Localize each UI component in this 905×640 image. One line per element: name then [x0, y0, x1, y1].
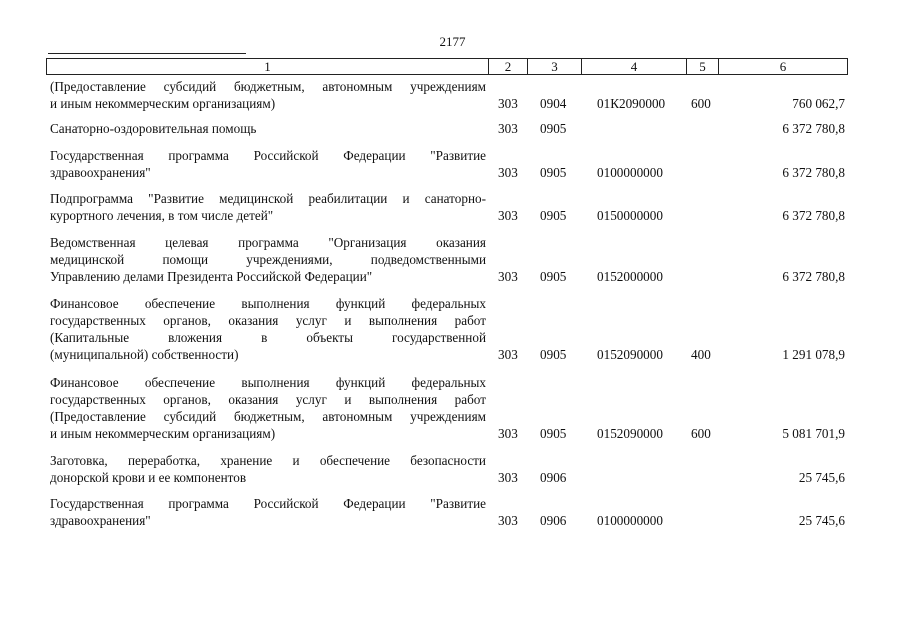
- cell-c6: 1 291 078,9: [782, 347, 845, 362]
- row-name-line: Подпрограмма "Развитие медицинской реабилитации и санаторно-: [50, 191, 486, 206]
- cell-c5: 600: [691, 426, 711, 441]
- row-name: [50, 190, 486, 224]
- cell-c6: 6 372 780,8: [782, 269, 845, 284]
- header-col-1: 1: [46, 58, 489, 75]
- cell-c2: 303: [498, 426, 518, 441]
- cell-c4: 0152000000: [597, 269, 663, 284]
- cell-c2: 303: [498, 269, 518, 284]
- row-name-line: (Предоставление субсидий бюджетным, автономным учреждениям: [50, 409, 486, 424]
- cell-c6: 6 372 780,8: [782, 208, 845, 223]
- cell-c4: 0152090000: [597, 347, 663, 362]
- row-name-line: Государственная программа Российской Федерации "Развитие: [50, 148, 486, 163]
- row-name: [50, 452, 486, 486]
- row-name: [50, 495, 486, 529]
- row-name-line: Государственная программа Российской Федерации "Развитие: [50, 496, 486, 511]
- cell-c6: 25 745,6: [798, 470, 845, 485]
- row-name: [50, 120, 486, 137]
- row-name-line: здравоохранения": [50, 513, 151, 528]
- cell-c2: 303: [498, 208, 518, 223]
- row-name-line: Ведомственная целевая программа "Организация оказания: [50, 235, 486, 250]
- row-name-line: медицинской помощи учреждениями, подведомственными: [50, 252, 486, 267]
- cell-c2: 303: [498, 347, 518, 362]
- header-col-3: 3: [527, 58, 582, 75]
- page-number: 2177: [439, 34, 466, 49]
- cell-c4: 01К2090000: [597, 96, 666, 111]
- header-col-6: 6: [718, 58, 848, 75]
- row-name-line: и иным некоммерческим организациям): [50, 426, 276, 441]
- cell-c3: 0905: [540, 208, 567, 223]
- cell-c3: 0905: [540, 269, 567, 284]
- cell-c3: 0905: [540, 165, 567, 180]
- header-col-5: 5: [686, 58, 719, 75]
- cell-c3: 0904: [540, 96, 567, 111]
- cell-c6: 6 372 780,8: [782, 165, 845, 180]
- cell-c4: 0100000000: [597, 513, 663, 528]
- cell-c3: 0906: [540, 513, 567, 528]
- cell-c4: 0150000000: [597, 208, 663, 223]
- header-col-4: 4: [581, 58, 687, 75]
- row-name-line: Управлению делами Президента Российской Федерации": [50, 269, 373, 284]
- row-name-line: и иным некоммерческим организациям): [50, 96, 276, 111]
- cell-c3: 0905: [540, 426, 567, 441]
- row-name-line: Финансовое обеспечение выполнения функций федеральных: [50, 375, 486, 390]
- cell-c4: 0152090000: [597, 426, 663, 441]
- row-name-line: Финансовое обеспечение выполнения функций федеральных: [50, 296, 486, 311]
- cell-c2: 303: [498, 470, 518, 485]
- cell-c3: 0905: [540, 121, 567, 136]
- cell-c4: 0100000000: [597, 165, 663, 180]
- row-name-line: государственных органов, оказания услуг и выполнения работ: [50, 392, 486, 407]
- cell-c2: 303: [498, 513, 518, 528]
- row-name: [50, 234, 486, 285]
- cell-c6: 25 745,6: [798, 513, 845, 528]
- row-name-line: донорской крови и ее компонентов: [50, 470, 247, 485]
- row-name: [50, 78, 486, 112]
- row-name-line: Заготовка, переработка, хранение и обеспечение безопасности: [50, 453, 486, 468]
- row-name-line: государственных органов, оказания услуг и выполнения работ: [50, 313, 486, 328]
- row-name-line: (Капитальные вложения в объекты государственной: [50, 330, 486, 345]
- cell-c3: 0905: [540, 347, 567, 362]
- row-name: [50, 295, 486, 363]
- row-name-line: курортного лечения, в том числе детей": [50, 208, 274, 223]
- row-name-line: Санаторно-оздоровительная помощь: [50, 121, 257, 136]
- row-name: [50, 374, 486, 442]
- row-name-line: (муниципальной) собственности): [50, 347, 239, 362]
- cell-c6: 760 062,7: [792, 96, 845, 111]
- row-name: [50, 147, 486, 181]
- cell-c5: 400: [691, 347, 711, 362]
- top-rule: [48, 53, 246, 54]
- cell-c2: 303: [498, 121, 518, 136]
- cell-c6: 5 081 701,9: [782, 426, 845, 441]
- cell-c5: 600: [691, 96, 711, 111]
- cell-c2: 303: [498, 165, 518, 180]
- cell-c2: 303: [498, 96, 518, 111]
- header-col-2: 2: [488, 58, 528, 75]
- row-name-line: (Предоставление субсидий бюджетным, автономным учреждениям: [50, 79, 486, 94]
- row-name-line: здравоохранения": [50, 165, 151, 180]
- cell-c3: 0906: [540, 470, 567, 485]
- cell-c6: 6 372 780,8: [782, 121, 845, 136]
